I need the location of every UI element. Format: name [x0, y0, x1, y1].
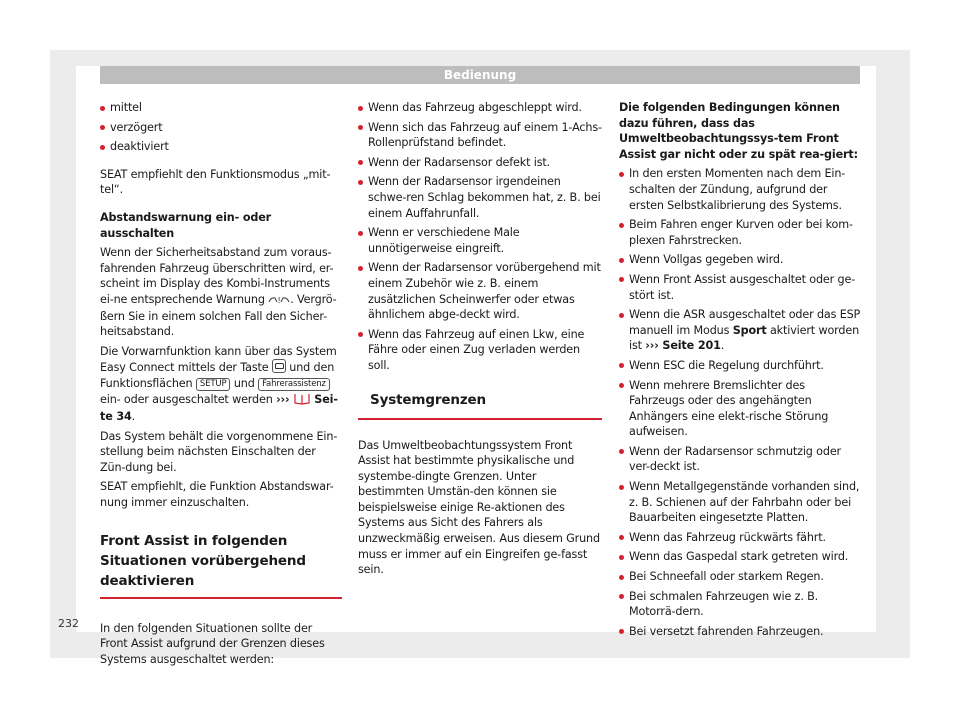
list-item: Wenn das Fahrzeug auf einen Lkw, eine Fähre oder einen Zug verladen werden soll.	[358, 327, 602, 374]
list-item: Wenn der Radarsensor vorübergehend mit einem Zubehör wie z. B. einem zusätzlichen Scheinwerfer oder etwas ähnlichem abge-deckt wird.	[358, 260, 602, 322]
column-middle	[358, 100, 602, 582]
list-item: Wenn das Fahrzeug rückwärts fährt.	[619, 530, 861, 546]
list-item: mittel	[100, 100, 342, 116]
reference-arrow: ›››	[276, 392, 290, 406]
list-item: Wenn sich das Fahrzeug auf einem 1-Achs-Rollenprüfstand befindet.	[358, 120, 602, 151]
paragraph: Wenn der Sicherheitsabstand zum voraus-fahrenden Fahrzeug überschritten wird, er-scheint im Display des Kombi-Instruments ei-ne entsprechende Warnung ! . Vergrö-ßern Sie in einem solchen Fall den Sicher-heitsabstand.	[100, 246, 337, 339]
list-item: verzögert	[100, 120, 342, 136]
car-key-icon	[272, 359, 286, 373]
subheading: Abstandswarnung ein- oder ausschalten	[100, 210, 272, 240]
list-item: Wenn Vollgas gegeben wird.	[619, 252, 861, 268]
subheading: Die folgenden Bedingungen können dazu führen, dass das Umweltbeobachtungssys-tem Front Assist gar nicht oder zu spät rea-giert:	[619, 101, 858, 161]
section-heading: Systemgrenzen	[358, 390, 602, 420]
section-heading: Front Assist in folgenden Situationen vorübergehend deaktivieren	[100, 531, 342, 599]
list-item: Wenn das Gaspedal stark getreten wird.	[619, 549, 861, 565]
list-item: Bei Schneefall oder starkem Regen.	[619, 569, 861, 585]
warning-car-icon	[268, 293, 290, 309]
list-item: Wenn Front Assist ausgeschaltet oder ge-stört ist.	[619, 272, 861, 303]
list-item: deaktiviert	[100, 139, 342, 155]
list-item: Wenn der Radarsensor schmutzig oder ver-deckt ist.	[619, 444, 861, 475]
paragraph: Die Vorwarnfunktion kann über das System Easy Connect mittels der Taste und den Funktionsflächen SETUP und Fahrerassistenz ein- oder ausgeschaltet werden ››› Sei-te 34.	[100, 344, 338, 424]
driver-assist-key: Fahrerassistenz	[258, 378, 330, 391]
list-item: Beim Fahren enger Kurven oder bei kom-plexen Fahrstrecken.	[619, 217, 861, 248]
reference-book-icon	[293, 393, 311, 410]
list-item: Wenn die ASR ausgeschaltet oder das ESP manuell im Modus Sport aktiviert worden ist ››› Seite 201.	[619, 307, 861, 354]
reference-link[interactable]: ››› Seite 201	[645, 339, 721, 353]
recommendation-text: SEAT empfiehlt den Funktionsmodus „mit-tel“.	[100, 167, 331, 197]
section-header: Bedienung	[100, 66, 860, 84]
list-item: Wenn der Radarsensor irgendeinen schwe-ren Schlag bekommen hat, z. B. bei einem Auffahrunfall.	[358, 174, 602, 221]
list-item: Wenn Metallgegenstände vorhanden sind, z. B. Schienen auf der Fahrbahn oder bei Bauarbeiten eingesetzte Platten.	[619, 479, 861, 526]
paragraph: SEAT empfiehlt, die Funktion Abstandswar-nung immer einzuschalten.	[100, 480, 334, 510]
paragraph: Das System behält die vorgenommene Ein-stellung beim nächsten Einschalten der Zün-dung bei.	[100, 429, 338, 474]
page-number: 232	[58, 617, 79, 630]
setup-key: SETUP	[196, 378, 231, 391]
list-item: Bei versetzt fahrenden Fahrzeugen.	[619, 624, 861, 640]
svg-text:!: !	[277, 295, 281, 304]
reference-link[interactable]: Sei-te 34	[100, 392, 338, 424]
list-item: Wenn der Radarsensor defekt ist.	[358, 155, 602, 171]
list-item: Wenn er verschiedene Male unnötigerweise eingreift.	[358, 225, 602, 256]
paragraph: In den folgenden Situationen sollte der Front Assist aufgrund der Grenzen dieses Systems ausgeschaltet werden:	[100, 621, 325, 666]
paragraph: Das Umweltbeobachtungssystem Front Assist hat bestimmte physikalische und systembe-dingte Grenzen. Unter bestimmten Umstän-den können sie beispielsweise einige Re-aktionen des Systems aus Sicht des Fahrers als unzweckmäßig erweisen. Aus diesem Grund muss er immer auf ein Eingreifen ge-fasst sein.	[358, 438, 600, 577]
list-item: Bei schmalen Fahrzeugen wie z. B. Motorrä-dern.	[619, 589, 861, 620]
list-item: In den ersten Momenten nach dem Ein-schalten der Zündung, aufgrund der ersten Selbstkalibrierung des Systems.	[619, 166, 861, 213]
column-right	[619, 100, 861, 643]
list-item: Wenn mehrere Bremslichter des Fahrzeugs oder des angehängten Anhängers eine elekt-rische Störung aufweisen.	[619, 378, 861, 440]
list-item: Wenn das Fahrzeug abgeschleppt wird.	[358, 100, 602, 116]
column-left	[100, 100, 342, 671]
list-item: Wenn ESC die Regelung durchführt.	[619, 358, 861, 374]
